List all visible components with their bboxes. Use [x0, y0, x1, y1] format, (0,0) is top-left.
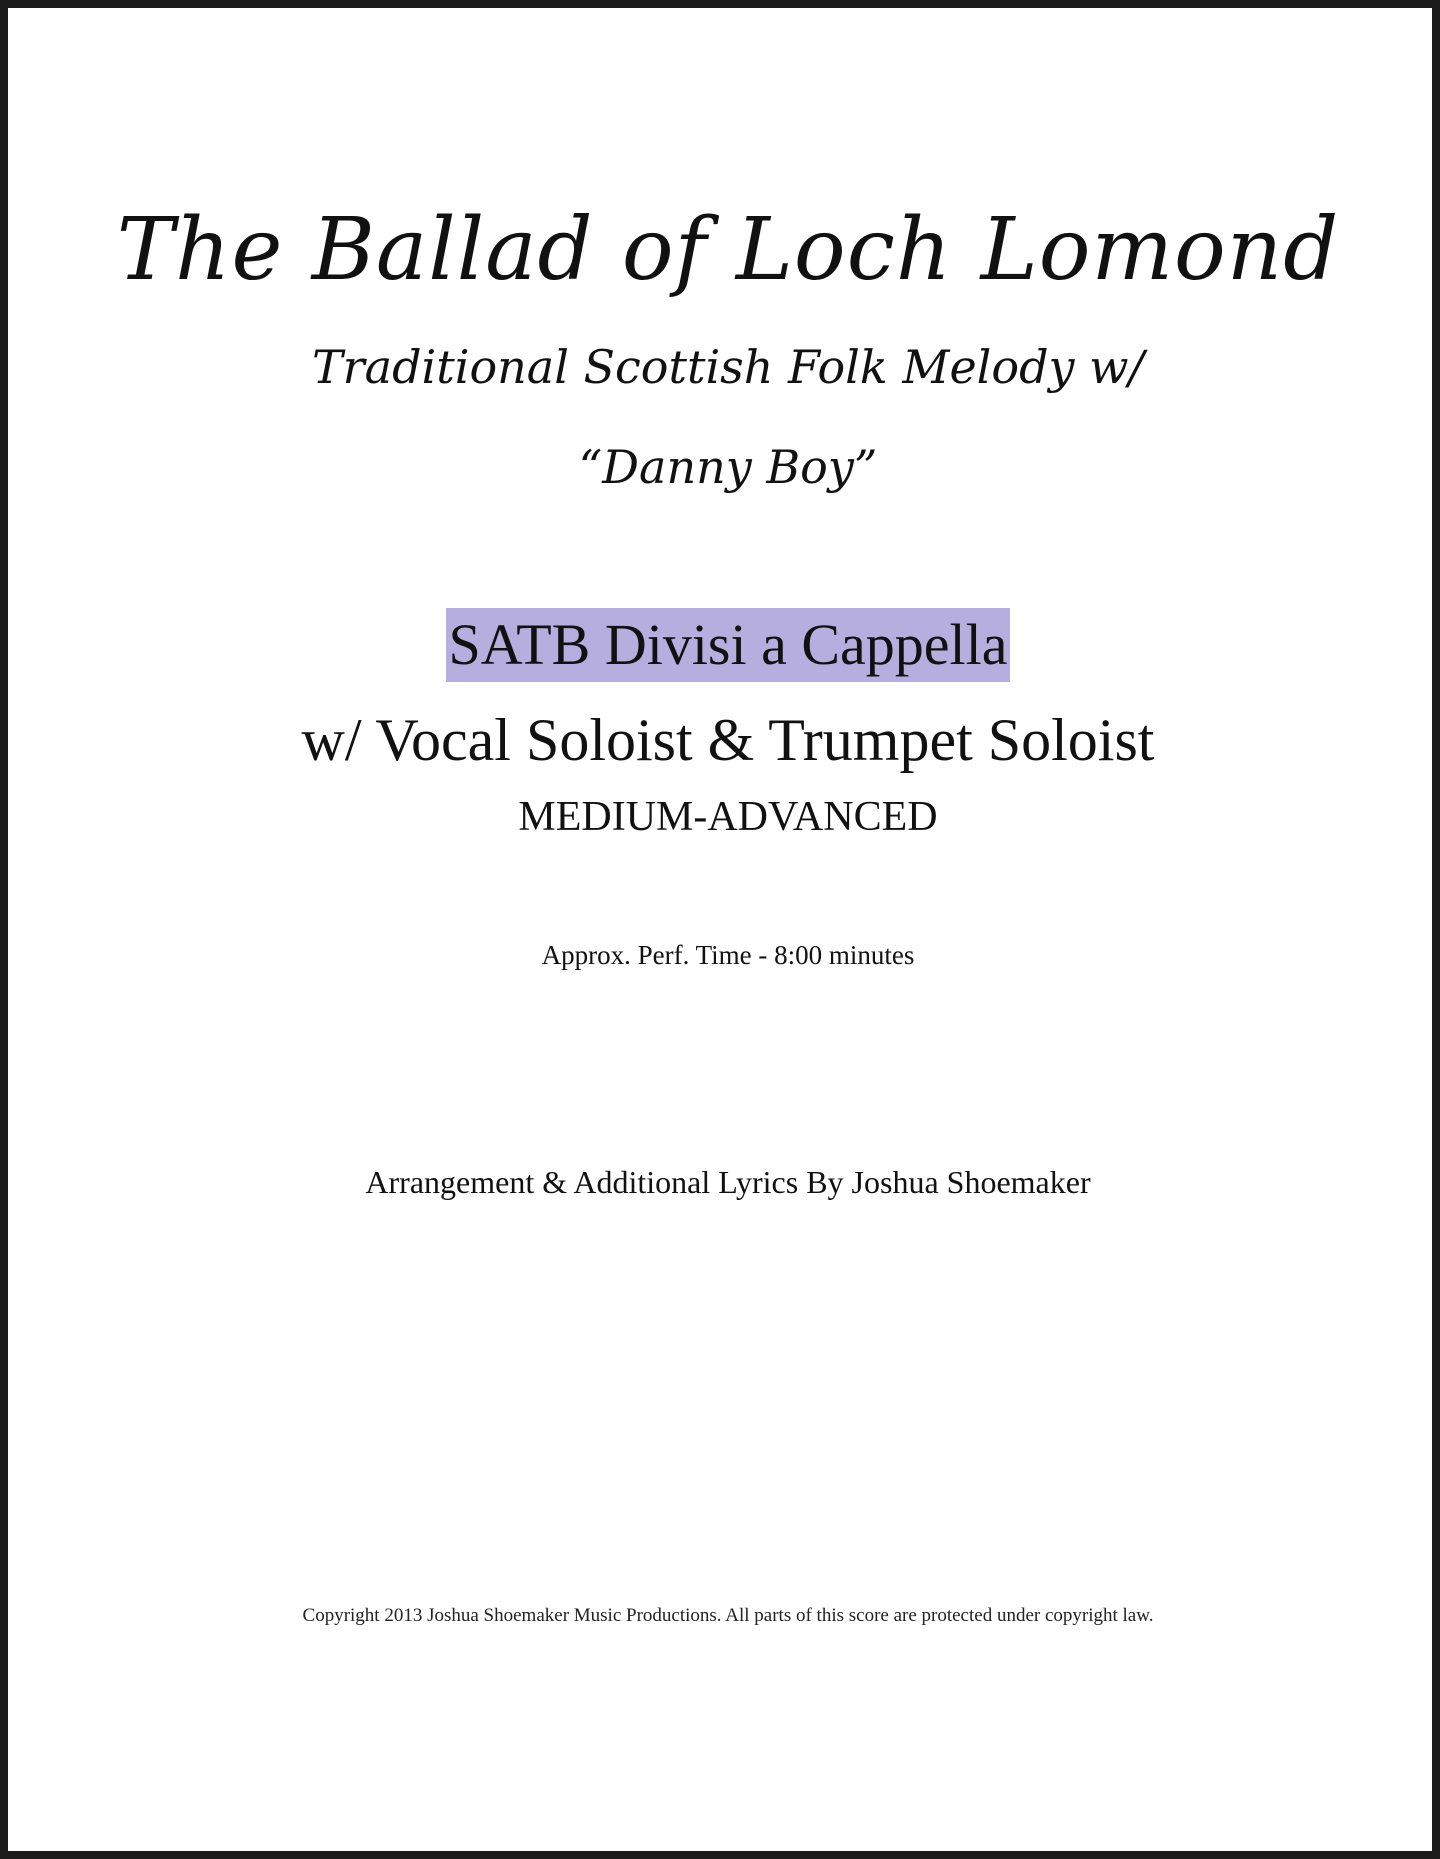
title: The Ballad of Loch Lomond	[116, 200, 1340, 300]
copyright-notice: Copyright 2013 Joshua Shoemaker Music Productions. All parts of this score are protected under copyright law.	[302, 1605, 1154, 1626]
performance-time: Approx. Perf. Time - 8:00 minutes	[541, 940, 915, 970]
arranger-credit: Arrangement & Additional Lyrics By Joshua Shoemaker	[365, 1164, 1091, 1200]
voicing-highlighted: SATB Divisi a Cappella	[446, 608, 1009, 682]
voicing-row	[8, 608, 1440, 682]
subtitle-line-1: Traditional Scottish Folk Melody w/	[312, 340, 1144, 394]
soloists: w/ Vocal Soloist & Trumpet Soloist	[301, 707, 1155, 773]
subtitle-line-2: “Danny Boy”	[578, 440, 878, 494]
difficulty-level: MEDIUM-ADVANCED	[518, 794, 938, 840]
